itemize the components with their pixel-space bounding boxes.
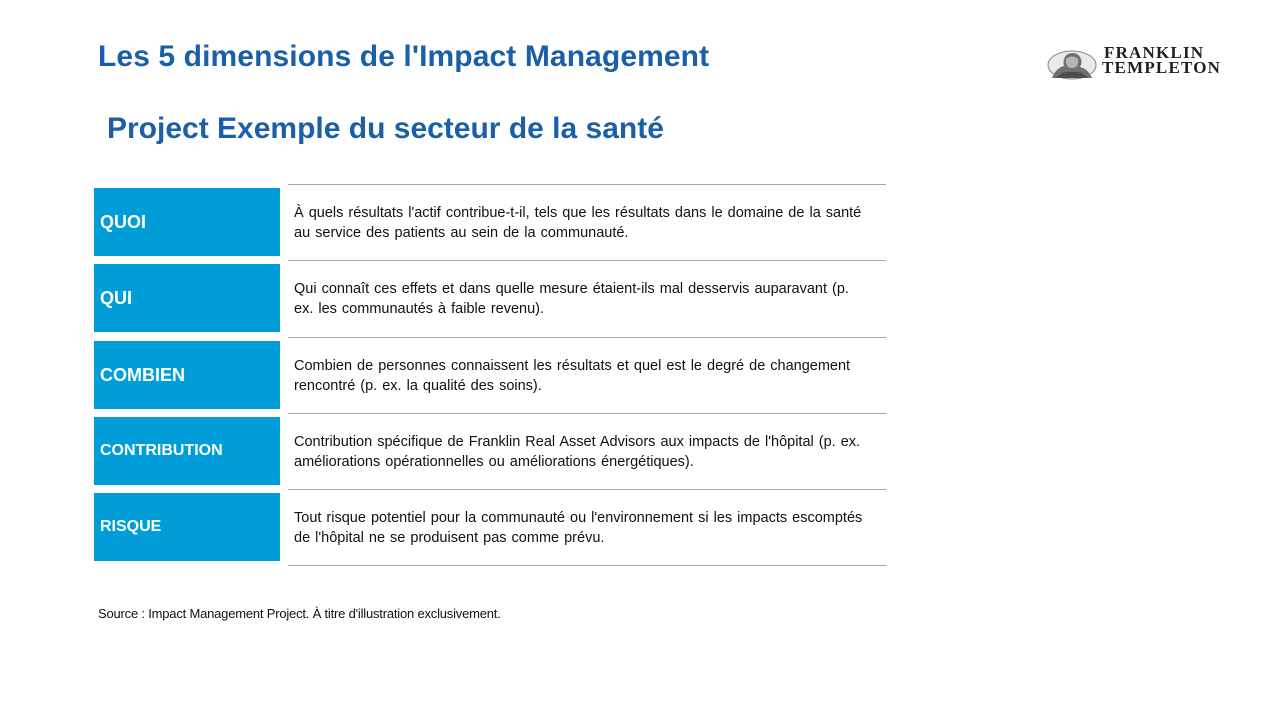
- dimension-description: [288, 337, 886, 413]
- dimension-description-text: Combien de personnes connaissent les résultats et quel est le degré de changement rencontré (p. ex. la qualité des soins).: [294, 357, 851, 394]
- dimension-description-text: À quels résultats l'actif contribue-t-il, tels que les résultats dans le domaine de la santé au service des patients au sein de la communauté.: [294, 204, 862, 241]
- slide-title: Les 5 dimensions de l'Impact Management: [98, 40, 710, 73]
- dimension-row-contribution: [94, 413, 886, 489]
- dimension-description: [288, 184, 886, 260]
- dimension-label: QUI: [94, 264, 280, 332]
- logo-line-2: TEMPLETON: [1102, 58, 1222, 77]
- table-bottom-divider: [288, 565, 886, 566]
- dimension-row-risque: [94, 489, 886, 565]
- source-note: Source : Impact Management Project. À titre d'illustration exclusivement.: [98, 606, 501, 621]
- dimension-description-text: Tout risque potentiel pour la communauté ou l'environnement si les impacts escomptés de l'hôpital ne se produisent pas comme prévu.: [294, 509, 863, 546]
- dimension-row-quoi: [94, 184, 886, 260]
- dimension-label: QUOI: [94, 188, 280, 256]
- dimension-description-text: Qui connaît ces effets et dans quelle mesure étaient-ils mal desservis auparavant (p. ex. les communautés à faible revenu).: [294, 280, 849, 317]
- dimension-label: CONTRIBUTION: [94, 417, 280, 485]
- dimension-label: COMBIEN: [94, 341, 280, 409]
- dimension-description: [288, 413, 886, 489]
- dimension-row-combien: [94, 337, 886, 413]
- dimension-description: [288, 489, 886, 565]
- dimension-description-text: Contribution spécifique de Franklin Real Asset Advisors aux impacts de l'hôpital (p. ex. améliorations opérationnelles ou améliorations énergétiques).: [294, 433, 861, 470]
- slide-subtitle: Project Exemple du secteur de la santé: [107, 112, 664, 145]
- dimension-row-qui: [94, 260, 886, 336]
- dimension-description: [288, 260, 886, 336]
- dimension-label: RISQUE: [94, 493, 280, 561]
- logo-line-1: FRANKLIN: [1104, 43, 1205, 62]
